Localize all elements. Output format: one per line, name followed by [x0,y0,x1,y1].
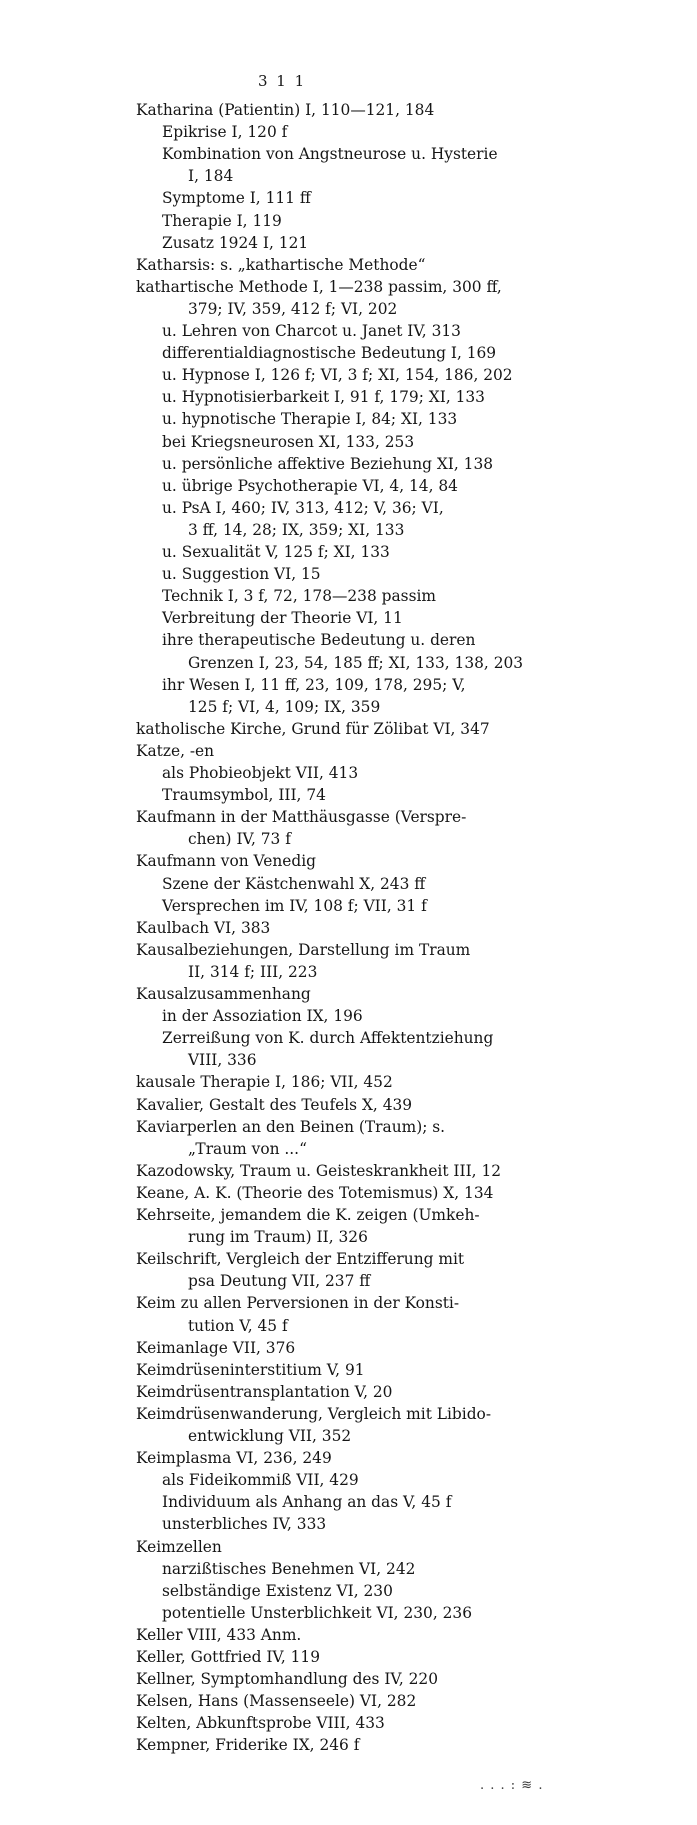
index-continuation: 125 f; VI, 4, 109; IX, 359 [188,697,381,716]
index-entry: katholische Kirche, Grund für Zölibat VI, 347 [136,719,490,738]
index-continuation: rung im Traum) II, 326 [188,1228,368,1247]
index-entry: Keimdrüseninterstitium V, 91 [136,1360,365,1379]
index-entry: Kempner, Friderike IX, 246 f [136,1736,360,1755]
index-entry: kausale Therapie I, 186; VII, 452 [136,1073,393,1092]
index-continuation: II, 314 f; III, 223 [188,962,318,981]
index-subentry: Zerreißung von K. durch Affektentziehung [162,1029,494,1048]
stamp-mark: . . . : ≋ . [480,1778,544,1793]
index-entry: Kazodowsky, Traum u. Geisteskrankheit III, 12 [136,1161,502,1180]
index-subentry: u. Suggestion VI, 15 [162,565,321,584]
index-subentry: bei Kriegsneurosen XI, 133, 253 [162,432,415,451]
index-subentry: Verbreitung der Theorie VI, 11 [162,609,403,628]
index-entry: Kaulbach VI, 383 [136,918,271,937]
index-subentry: Traumsymbol, III, 74 [162,786,326,805]
index-subentry: potentielle Unsterblichkeit VI, 230, 236 [162,1603,472,1622]
index-entry: Keimdrüsenwanderung, Vergleich mit Libido- [136,1404,492,1423]
index-subentry: ihre therapeutische Bedeutung u. deren [162,631,476,650]
index-entry: Keimdrüsentransplantation V, 20 [136,1382,393,1401]
index-entry: Keim zu allen Perversionen in der Konsti- [136,1294,460,1313]
index-subentry: Technik I, 3 f, 72, 178—238 passim [162,587,436,606]
index-continuation: chen) IV, 73 f [188,830,291,849]
index-subentry: Individuum als Anhang an das V, 45 f [162,1493,452,1512]
index-entry: Keane, A. K. (Theorie des Totemismus) X, 134 [136,1183,494,1202]
index-subentry: Versprechen im IV, 108 f; VII, 31 f [162,896,427,915]
index-entry: Kehrseite, jemandem die K. zeigen (Umkeh- [136,1206,480,1224]
index-entry: Kelsen, Hans (Massenseele) VI, 282 [136,1692,417,1711]
index-subentry: ihr Wesen I, 11 ff, 23, 109, 178, 295; V, [162,675,466,694]
page-number: 3 1 1 [258,72,307,90]
index-continuation: entwicklung VII, 352 [188,1427,352,1445]
index-subentry: Symptome I, 111 ff [162,189,311,208]
index-continuation: „Traum von ...“ [188,1139,307,1158]
index-continuation: Grenzen I, 23, 54, 185 ff; XI, 133, 138, 203 [188,653,524,672]
index-entry: Katze, -en [136,741,215,760]
index-continuation: 379; IV, 359, 412 f; VI, 202 [188,299,398,318]
index-entry: Kellner, Symptomhandlung des IV, 220 [136,1670,438,1689]
index-entry: Kelten, Abkunftsprobe VIII, 433 [136,1714,385,1733]
index-subentry: u. PsA I, 460; IV, 313, 412; V, 36; VI, [162,498,444,517]
index-subentry: Kombination von Angstneurose u. Hysterie [162,145,498,164]
index-continuation: VIII, 336 [188,1051,257,1070]
index-entry: Kaufmann von Venedig [136,852,316,871]
index-subentry: unsterbliches IV, 333 [162,1515,327,1534]
index-subentry: u. Sexualität V, 125 f; XI, 133 [162,543,390,561]
index-subentry: u. Hypnotisierbarkeit I, 91 f, 179; XI, 133 [162,388,485,407]
index-subentry: als Phobieobjekt VII, 413 [162,764,359,782]
index-entry: Kausalbeziehungen, Darstellung im Traum [136,940,471,959]
index-subentry: u. persönliche affektive Beziehung XI, 138 [162,454,494,473]
index-subentry: u. Hypnose I, 126 f; VI, 3 f; XI, 154, 186, 202 [162,366,513,385]
index-entry: Kausalzusammenhang [136,985,311,1003]
index-subentry: in der Assoziation IX, 196 [162,1007,363,1026]
index-subentry: u. Lehren von Charcot u. Janet IV, 313 [162,322,461,340]
index-entry: Keilschrift, Vergleich der Entzifferung mit [136,1250,465,1269]
index-entry: Kaufmann in der Matthäusgasse (Verspre- [136,808,467,827]
index-subentry: Zusatz 1924 I, 121 [162,233,309,252]
index-entry: Katharina (Patientin) I, 110—121, 184 [136,101,435,119]
index-subentry: u. hypnotische Therapie I, 84; XI, 133 [162,410,458,429]
index-continuation: 3 ff, 14, 28; IX, 359; XI, 133 [188,520,405,539]
index-continuation: psa Deutung VII, 237 ff [188,1272,371,1291]
index-entry: Keller VIII, 433 Anm. [136,1625,302,1644]
index-subentry: Epikrise I, 120 f [162,123,288,142]
index-entry: kathartische Methode I, 1—238 passim, 300 ff, [136,277,502,296]
index-entry: Kavalier, Gestalt des Teufels X, 439 [136,1095,413,1114]
index-subentry: als Fideikommiß VII, 429 [162,1471,359,1490]
index-continuation: I, 184 [188,167,234,186]
index-subentry: Therapie I, 119 [162,211,282,230]
index-entry: Katharsis: s. „kathartische Methode“ [136,255,426,274]
index-subentry: selbständige Existenz VI, 230 [162,1581,393,1600]
index-entry: Keimanlage VII, 376 [136,1338,296,1357]
index-subentry: narzißtisches Benehmen VI, 242 [162,1559,416,1578]
index-subentry: Szene der Kästchenwahl X, 243 ff [162,874,426,893]
index-entry: Keller, Gottfried IV, 119 [136,1648,321,1666]
index-entry: Keimzellen [136,1537,222,1556]
index-entry: Kaviarperlen an den Beinen (Traum); s. [136,1117,446,1136]
index-entry: Keimplasma VI, 236, 249 [136,1449,332,1468]
index-subentry: differentialdiagnostische Bedeutung I, 169 [162,344,497,363]
index-subentry: u. übrige Psychotherapie VI, 4, 14, 84 [162,476,458,495]
index-continuation: tution V, 45 f [188,1316,288,1335]
